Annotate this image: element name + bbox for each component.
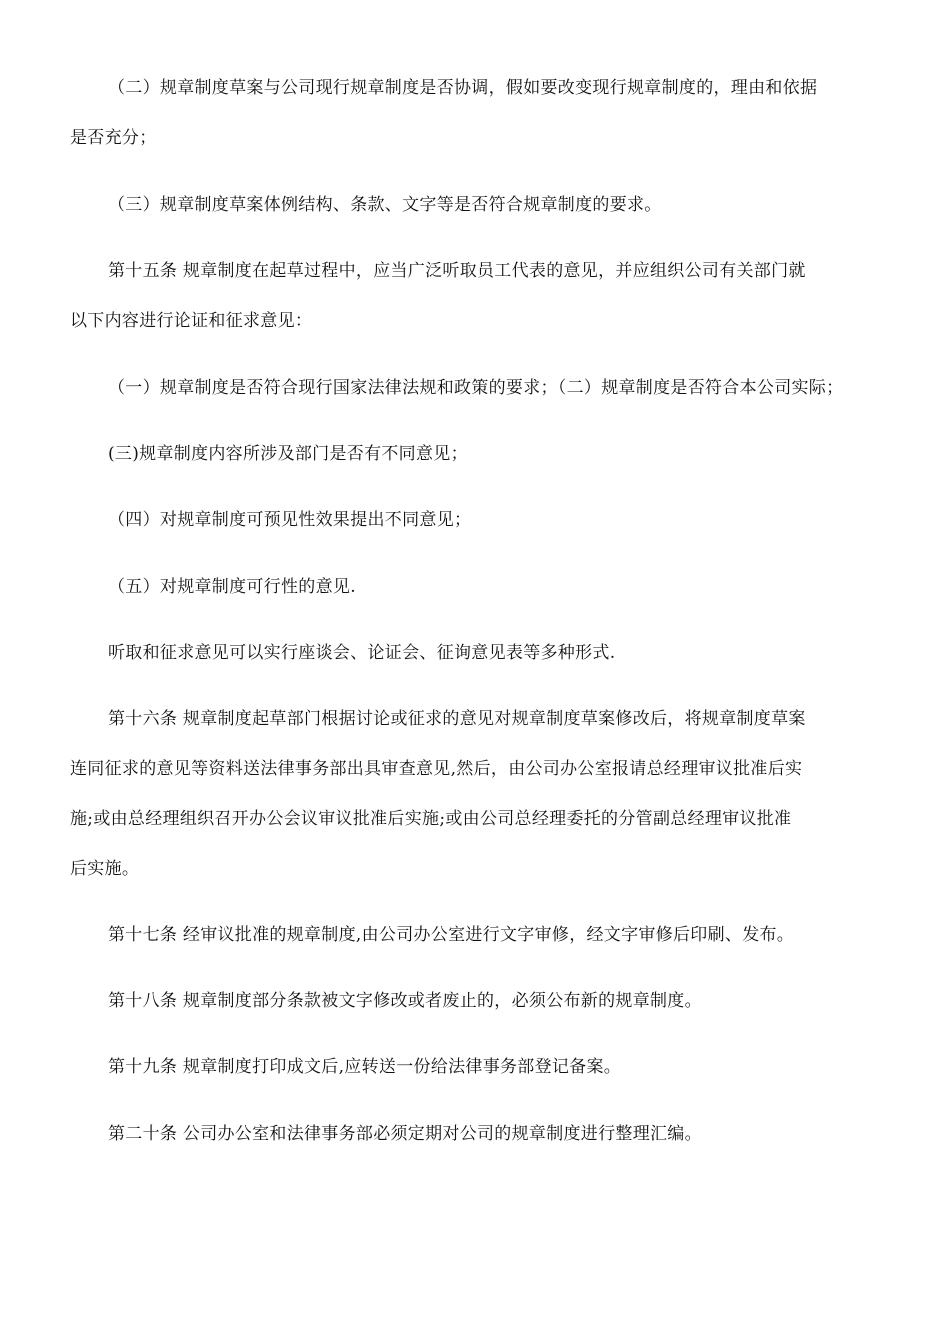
clause-16-line-3: 施;或由总经理组织召开办公会议审议批准后实施;或由公司总经理委托的分管副总经理审议批准 <box>70 809 792 829</box>
clause-15-items-1-2: （一）规章制度是否符合现行国家法律法规和政策的要求；（二）规章制度是否符合本公司实际； <box>108 378 844 398</box>
clause-15-line-1: 第十五条 规章制度在起草过程中，应当广泛听取员工代表的意见，并应组织公司有关部门就 <box>108 261 806 281</box>
clause-14-item-2-line-2: 是否充分； <box>70 128 157 148</box>
clause-20: 第二十条 公司办公室和法律事务部必须定期对公司的规章制度进行整理汇编。 <box>108 1124 702 1144</box>
clause-17: 第十七条 经审议批准的规章制度,由公司办公室进行文字审修，经文字审修后印刷、发布。 <box>108 925 795 945</box>
clause-14-item-2-line-1: （二）规章制度草案与公司现行规章制度是否协调，假如要改变现行规章制度的，理由和依据 <box>108 78 818 98</box>
clause-18: 第十八条 规章制度部分条款被文字修改或者废止的，必须公布新的规章制度。 <box>108 991 702 1011</box>
clause-15-item-4: （四）对规章制度可预见性效果提出不同意见； <box>108 510 472 530</box>
clause-16-line-2: 连同征求的意见等资料送法律事务部出具审查意见,然后，由公司办公室报请总经理审议批准后实 <box>70 759 803 779</box>
clause-15-line-2: 以下内容进行论证和征求意见： <box>70 311 313 331</box>
clause-15-note: 听取和征求意见可以实行座谈会、论证会、征询意见表等多种形式. <box>108 643 616 663</box>
clause-16-line-1: 第十六条 规章制度起草部门根据讨论或征求的意见对规章制度草案修改后，将规章制度草案 <box>108 709 806 729</box>
clause-15-item-3: (三)规章制度内容所涉及部门是否有不同意见； <box>108 444 468 464</box>
clause-15-item-5: （五）对规章制度可行性的意见. <box>108 577 356 597</box>
clause-16-line-4: 后实施。 <box>70 859 140 879</box>
clause-14-item-3: （三）规章制度草案体例结构、条款、文字等是否符合规章制度的要求。 <box>108 195 662 215</box>
clause-19: 第十九条 规章制度打印成文后,应转送一份给法律事务部登记备案。 <box>108 1057 622 1077</box>
